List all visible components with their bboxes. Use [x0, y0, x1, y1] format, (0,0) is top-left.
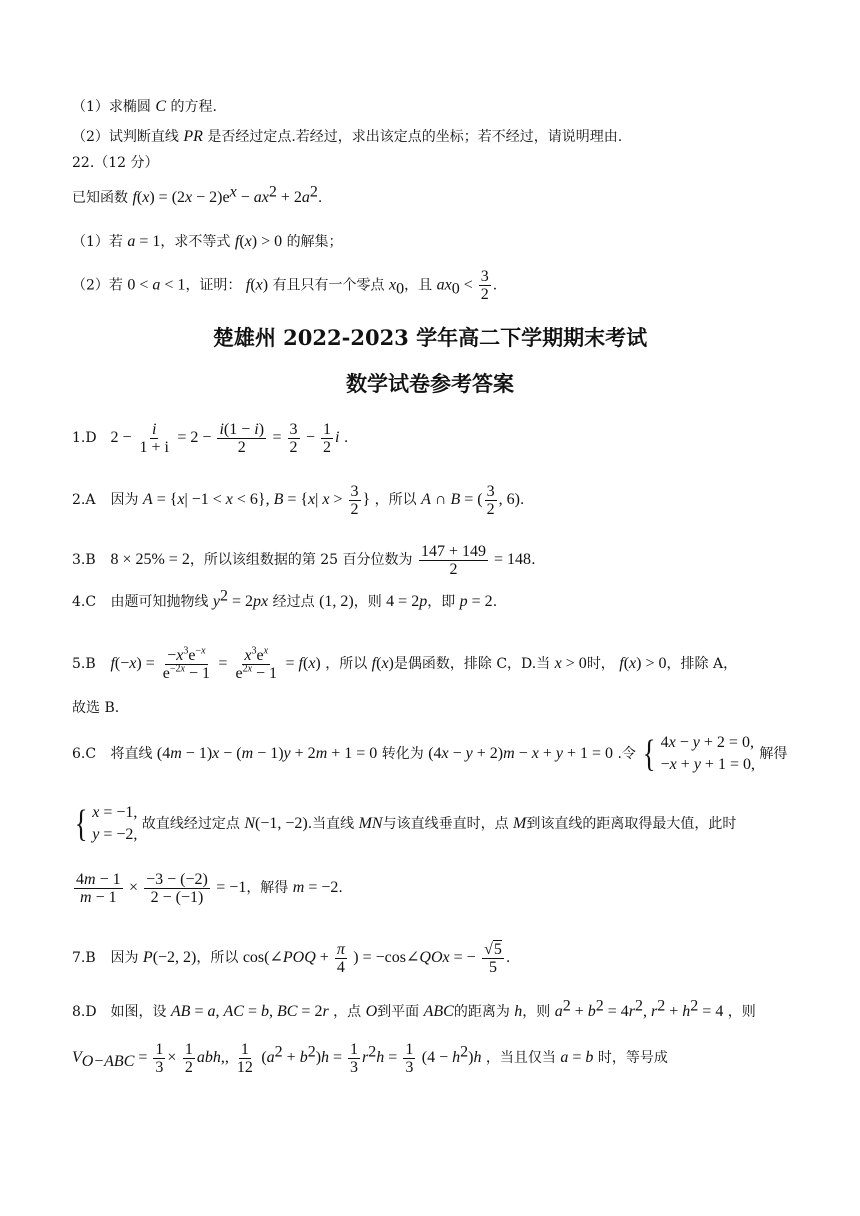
problem21-part1: （1）求椭圆 C 的方程.	[72, 98, 217, 115]
problem21-part2: （2）试判断直线 PR 是否经过定点.若经过，求出该定点的坐标；若不经过，请说明理由.	[72, 128, 623, 145]
answer-8-cont: $V_{O-ABC}$ = $\frac{1}{3}$ × $\frac{1}{2}$ abh,, $\frac{1}{12}$ $(a^2 + b^2)h$ = $\frac{1}{3}$ $r^2h$ = $\frac{1}{3}$ $(4 - h^2)h$ ，当且仅当 a = b 时，等号成	[72, 1040, 668, 1076]
problem22-header: 22.（12 分）	[72, 155, 159, 171]
answer-7: 7.B 因为 P(−2, 2)，所以 cos(∠POQ + $\frac{\pi}{4}$ ) = −cos∠QOx = − $\frac{√5}{5}$ .	[72, 940, 511, 976]
answer-2: 2.A 因为 A = {x| −1 < x < 6}, B = {x| x > $\frac{3}{2}$ } ，所以 A ∩ B = ( $\frac{3}{2}$ , 6).	[72, 482, 525, 518]
page-title: 楚雄州 2022-2023 学年高二下学期期末考试	[212, 325, 648, 350]
answer-1: 1.D 2 − $\frac{i}{1 + i}$ = 2 − $\frac{i(1 - i)}{2}$ = $\frac{3}{2}$ − $\frac{1}{2}$ i .	[72, 420, 349, 456]
problem22-part1: （1）若 a = 1，求不等式 f(x) > 0 的解集；	[72, 233, 343, 250]
problem22-intro: 已知函数 $f(x) = (2x - 2)e^x - ax^2 + 2a^2$.	[72, 183, 323, 206]
answer-5: 5.B f(−x) = $\frac{-x^3e^{-x}}{e^{-2x} - 1}$ = $\frac{x^3e^x}{e^{2x} - 1}$ = f(x) ，所以 f(x)是偶函数，排除 C，D.当 x > 0时， f(x) > 0，排除 A，	[72, 645, 738, 682]
answer-6-cont2: $\frac{4m - 1}{m - 1}$ × $\frac{-3 - (-2)}{2 - (-1)}$ = −1，解得 m = −2.	[76, 870, 343, 906]
answer-3: 3.B 8 × 25% = 2，所以该组数据的第 25 百分位数为 $\frac{147 + 149}{2}$ = 148.	[72, 542, 536, 578]
problem22-part2: （2）若 0 < a < 1，证明： f(x) 有且只有一个零点 $x_0$，且 $ax_0$ < $\frac{3}{2}$ .	[72, 268, 498, 303]
answer-5-cont: 故选 B.	[72, 700, 120, 716]
answer-4: 4.C 由题可知抛物线 $y^2 = 2px$ 经过点 (1, 2)，则 4 = 2p，即 p = 2.	[72, 587, 498, 610]
answer-6-cont: { x = −1, y = −2, 故直线经过定点 N(−1, −2).当直线 MN与该直线垂直时，点 M到该直线的距离取得最大值，此时	[74, 803, 737, 845]
page-subtitle: 数学试卷参考答案	[346, 371, 514, 396]
answer-8: 8.D 如图，设 AB = a, AC = b, BC = 2r ，点 O到平面 ABC的距离为 h，则 $a^2 + b^2 = 4r^2$, $r^2 + h^2 = 4$ ，则	[72, 997, 756, 1020]
answer-6: 6.C 将直线 (4m − 1)x − (m − 1)y + 2m + 1 = 0 转化为 (4x − y + 2)m − x + y + 1 = 0 .令 { 4x − y + 2 = 0, −x + y + 1 = 0, 解得	[72, 733, 788, 775]
